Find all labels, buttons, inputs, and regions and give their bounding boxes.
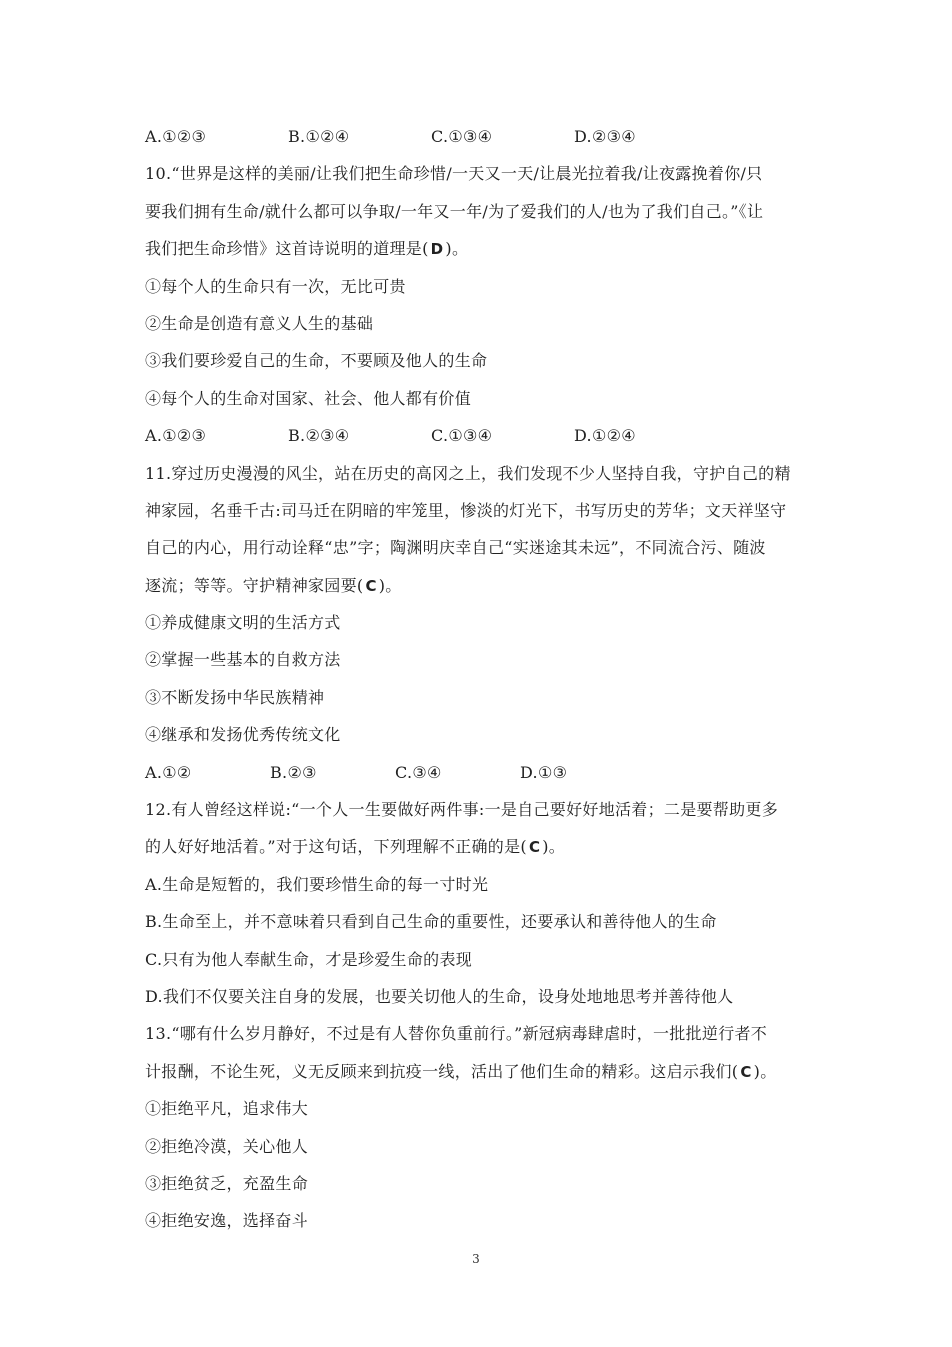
question-text-line xyxy=(145,567,820,604)
statement-item: ③不断发扬中华民族精神 xyxy=(145,687,325,707)
option-c: C.①③④ xyxy=(431,426,493,446)
q9-options xyxy=(145,118,820,155)
choice-item: B.生命至上，并不意味着只看到自己生命的重要性，还要承认和善待他人的生命 xyxy=(145,912,717,932)
question-text-line: 10.“世界是这样的美丽/让我们把生命珍惜/一天又一天/让晨光拉着我/让夜露挽着你/只 xyxy=(145,164,763,184)
answer-letter: D xyxy=(430,240,444,259)
statement-item: ②拒绝冷漠，关心他人 xyxy=(145,1136,309,1156)
option-a: A.①②③ xyxy=(145,426,207,446)
question-10 xyxy=(145,155,820,454)
choice-item: D.我们不仅要关注自身的发展，也要关切他人的生命，设身处地地思考并善待他人 xyxy=(145,986,734,1006)
question-13 xyxy=(145,1015,820,1239)
option-b: B.②③ xyxy=(270,762,317,782)
stem-close: )。 xyxy=(542,837,566,857)
question-text-line xyxy=(145,828,820,865)
option-d: D.②③④ xyxy=(574,127,636,146)
page-number: 3 xyxy=(472,1252,480,1266)
statement-item: ②掌握一些基本的自救方法 xyxy=(145,650,341,670)
question-text-line: 要我们拥有生命/就什么都可以争取/一年又一年/为了爱我们的人/也为了我们自己。”《让 xyxy=(145,201,764,221)
question-stem-end: 我们把生命珍惜》这首诗说明的道理是( xyxy=(145,239,429,259)
question-12 xyxy=(145,791,820,1015)
statement-item: ③拒绝贫乏，充盈生命 xyxy=(145,1173,309,1193)
question-11 xyxy=(145,455,820,792)
choice-item: A.生命是短暂的，我们要珍惜生命的每一寸时光 xyxy=(145,874,489,894)
statement-item: ③我们要珍爱自己的生命，不要顾及他人的生命 xyxy=(145,351,488,371)
option-b: B.②③④ xyxy=(288,426,350,446)
statement-item: ②生命是创造有意义人生的基础 xyxy=(145,313,374,333)
question-text-line xyxy=(145,230,820,267)
question-text-line xyxy=(145,1053,820,1090)
option-d: D.①③ xyxy=(520,762,568,782)
question-text-line: 12.有人曾经这样说:“一个人一生要做好两件事:一是自己要好好地活着；二是要帮助更多 xyxy=(145,800,779,820)
question-text-line: 自己的内心，用行动诠释“忠”字；陶渊明庆幸自己“实迷途其未远”，不同流合污、随波 xyxy=(145,538,766,558)
question-text-line: 13.“哪有什么岁月静好，不过是有人替你负重前行。”新冠病毒肆虐时，一批批逆行者不 xyxy=(145,1024,768,1044)
question-stem-end: 的人好好地活着。”对于这句话，下列理解不正确的是( xyxy=(145,837,527,857)
question-stem-end: 逐流；等等。守护精神家园要( xyxy=(145,575,364,595)
statement-item: ①养成健康文明的生活方式 xyxy=(145,613,341,633)
option-d: D.①②④ xyxy=(574,426,636,446)
statement-item: ④拒绝安逸，选择奋斗 xyxy=(145,1211,309,1231)
q11-options xyxy=(145,754,820,791)
stem-close: )。 xyxy=(378,575,402,595)
statement-item: ①每个人的生命只有一次，无比可贵 xyxy=(145,276,406,296)
option-b: B.①②④ xyxy=(288,127,350,146)
option-a: A.①②③ xyxy=(145,127,207,146)
statement-item: ④继承和发扬优秀传统文化 xyxy=(145,725,341,745)
option-a: A.①② xyxy=(145,762,192,782)
option-c: C.①③④ xyxy=(431,127,493,146)
stem-close: )。 xyxy=(445,239,469,259)
question-stem-end: 计报酬，不论生死，义无反顾来到抗疫一线，活出了他们生命的精彩。这启示我们( xyxy=(145,1061,739,1081)
answer-letter: C xyxy=(740,1062,752,1081)
stem-close: )。 xyxy=(753,1061,777,1081)
page-content xyxy=(145,118,820,1240)
option-c: C.③④ xyxy=(395,762,442,782)
q10-options xyxy=(145,417,820,454)
answer-letter: C xyxy=(528,838,541,857)
question-text-line: 11.穿过历史漫漫的风尘，站在历史的高冈之上，我们发现不少人坚持自我，守护自己的精 xyxy=(145,463,791,483)
statement-item: ④每个人的生命对国家、社会、他人都有价值 xyxy=(145,388,472,408)
statement-item: ①拒绝平凡，追求伟大 xyxy=(145,1099,309,1119)
choice-item: C.只有为他人奉献生命，才是珍爱生命的表现 xyxy=(145,949,473,969)
question-text-line: 神家园，名垂千古:司马迁在阴暗的牢笼里，惨淡的灯光下，书写历史的芳华；文天祥坚守 xyxy=(145,500,787,520)
answer-letter: C xyxy=(365,576,377,595)
